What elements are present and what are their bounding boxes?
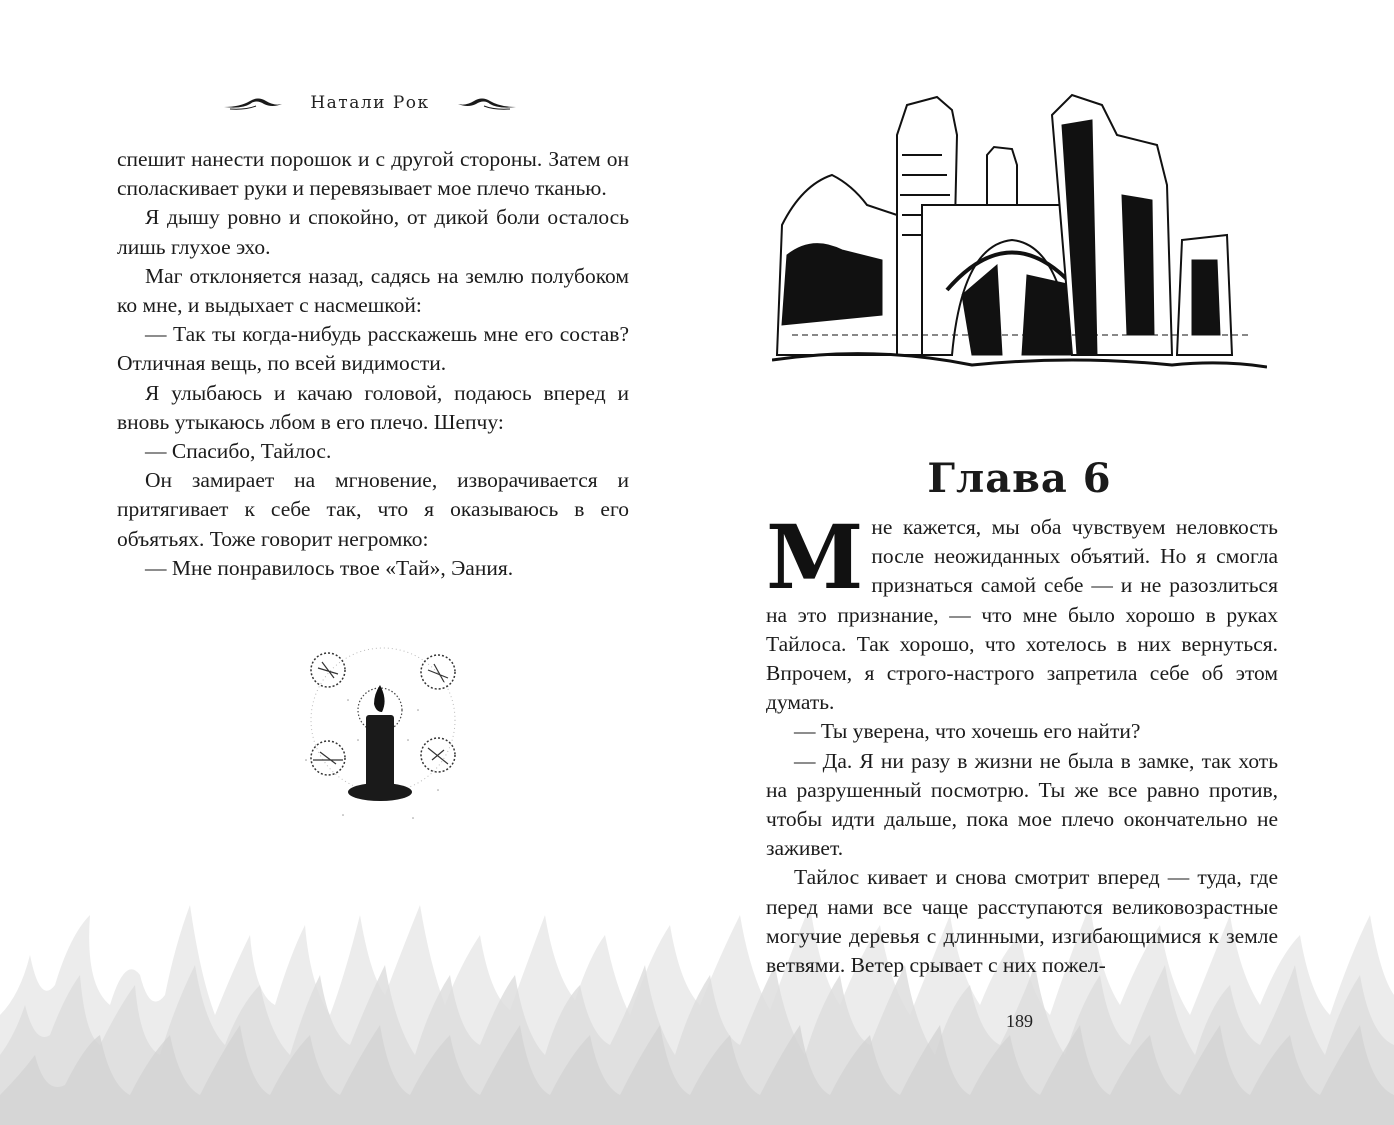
candle-vignette-illustration	[298, 640, 468, 830]
swash-ornament-left-icon	[222, 95, 284, 111]
chapter-title: Глава 6	[927, 454, 1112, 502]
castle-ruins-illustration	[772, 75, 1267, 380]
opening-paragraph	[766, 505, 1278, 717]
paragraph: Маг отклоняется назад, садясь на землю полубоком ко мне, и выдыхает с насмешкой:	[117, 263, 629, 318]
left-page-body	[117, 145, 629, 583]
dialogue-line: — Спасибо, Тайлос.	[145, 439, 332, 464]
swash-ornament-right-icon	[456, 95, 518, 111]
opening-paragraph-text: не кажется, мы оба чувствуем неловкость после неожиданных объятий. Но я смогла признаться самой себе — и не разозлиться на это признание, — что мне было хорошо в руках Тайлоса. Так хорошо, что хотелось в них вернуться. Впрочем, я строго-настрого запретила себе об этом думать.	[766, 515, 1278, 715]
dropcap-letter: М	[766, 505, 864, 609]
right-page	[697, 0, 1394, 1125]
dialogue-line: — Да. Я ни разу в жизни не была в замке, так хоть на разрушенный посмотрю. Ты же все равно против, чтобы идти дальше, пока мое плечо окончательно не заживет.	[766, 748, 1278, 861]
paragraph: Тайлос кивает и снова смотрит вперед — туда, где перед нами все чаще расступаются великовозрастные могучие деревья с длинными, изгибающимися к земле ветвями. Ветер срывает с них пожел-	[766, 865, 1278, 978]
paragraph: Он замирает на мгновение, изворачивается и притягивает к себе так, что я оказываюсь в его объятьях. Тоже говорит негромко:	[117, 468, 629, 551]
paragraph: Я улыбаюсь и качаю головой, подаюсь вперед и вновь утыкаюсь лбом в его плечо. Шепчу:	[117, 380, 629, 434]
paragraph: Я дышу ровно и спокойно, от дикой боли осталось лишь глухое эхо.	[117, 205, 629, 259]
dialogue-line: — Ты уверена, что хочешь его найти?	[794, 719, 1141, 744]
paragraph: спешит нанести порошок и с другой стороны. Затем он споласкивает руки и перевязывает мое плечо тканью.	[117, 147, 629, 201]
author-name: Натали Рок	[310, 93, 430, 113]
page-number: 189	[1006, 1011, 1033, 1031]
right-page-body	[766, 505, 1278, 980]
dialogue-line: — Так ты когда-нибудь расскажешь мне его состав? Отличная вещь, по всей видимости.	[117, 322, 629, 376]
dialogue-line: — Мне понравилось твое «Тай», Эания.	[145, 555, 514, 580]
running-head	[195, 88, 545, 118]
